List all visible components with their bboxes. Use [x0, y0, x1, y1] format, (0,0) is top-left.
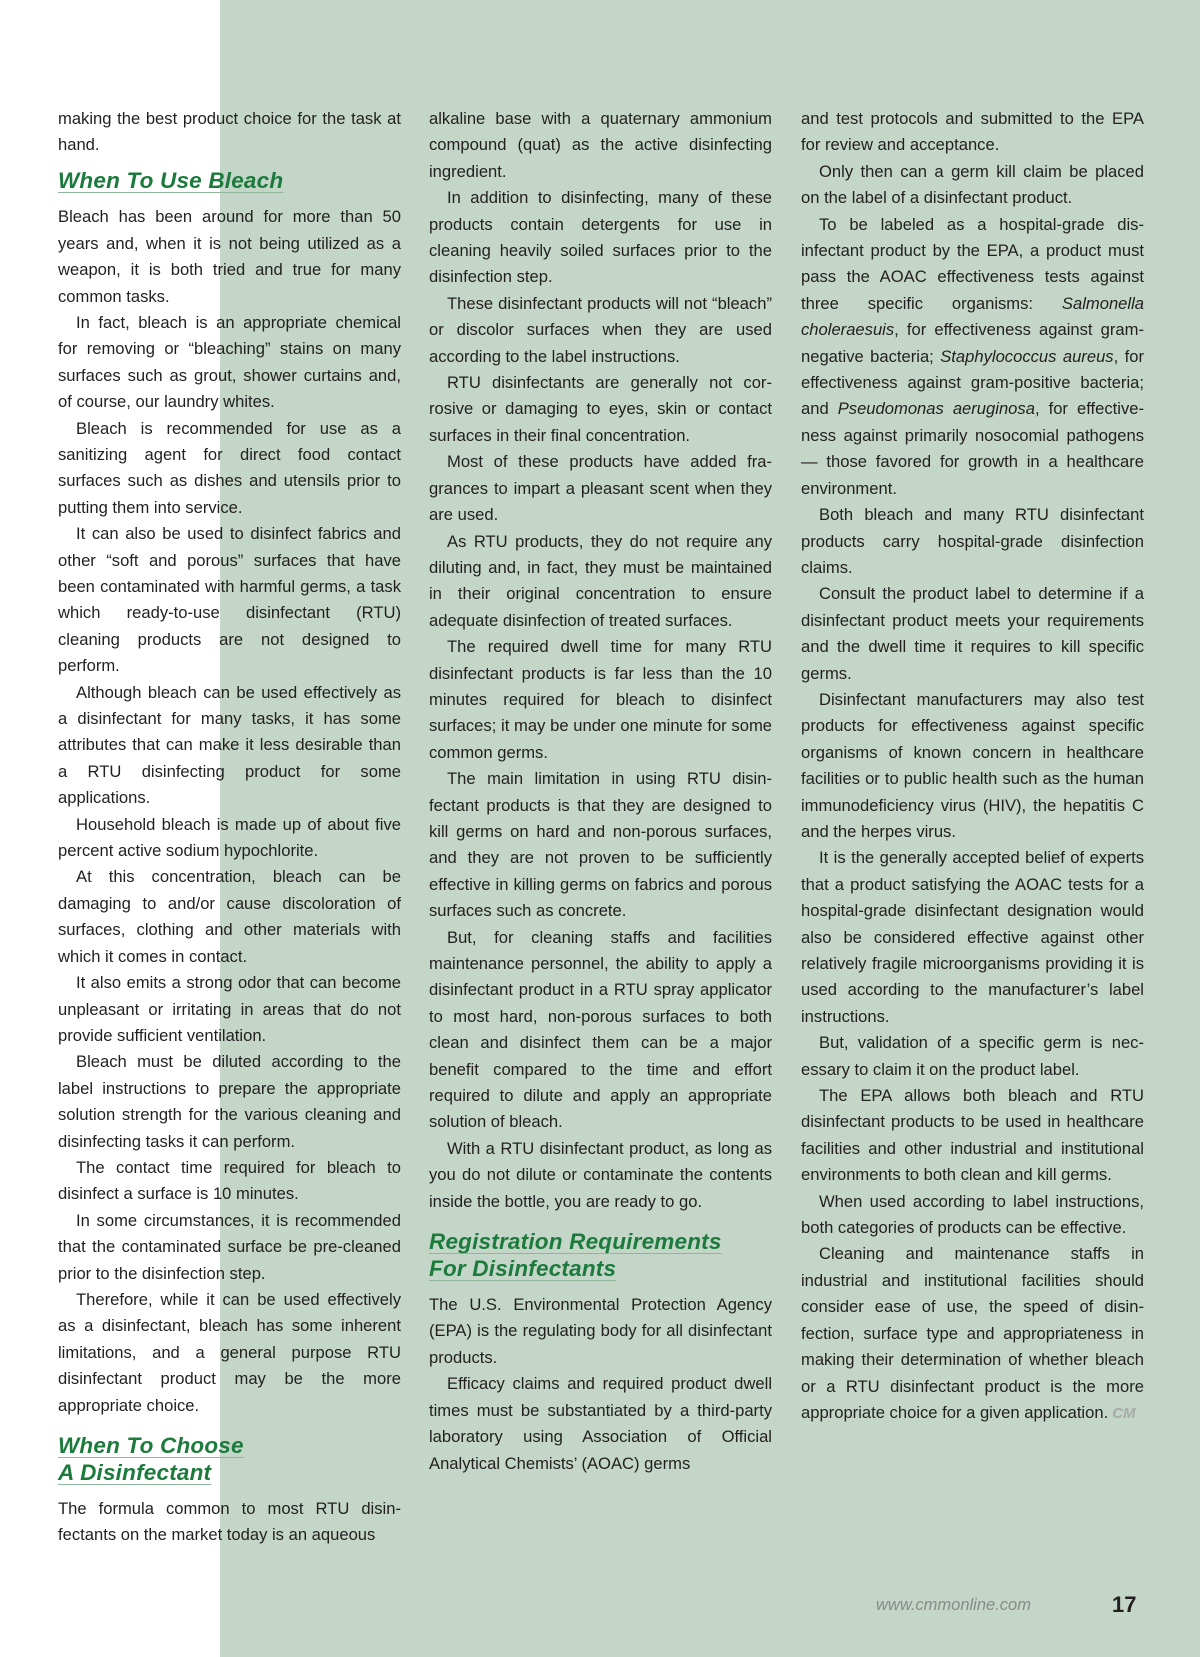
text-run: , for effectiveness against gram-positive bacteria; and — [801, 346, 1144, 419]
organism-name: Pseudomonas aeruginosa — [837, 399, 1035, 419]
section-heading-when-to-use-bleach: When To Use Bleach — [58, 167, 284, 193]
paragraph: Disinfectant manufacturers may also test products for effectiveness against specific organisms of known concern in healthcare facilities or to public health such as the human immunodeficiency virus (HIV), the hepatitis C and the herpes virus. — [801, 689, 1144, 841]
paragraph: Efficacy claims and required product dwell times must be substantiated by a third-party laboratory using Association of Official Analytical Chemists’ (AOAC) germs — [429, 1374, 772, 1473]
article-column-3 — [801, 106, 1144, 1427]
paragraph: Although bleach can be used effectively as a disinfectant for many tasks, it has some attributes that can make it less desirable than a RTU disinfecting product for some applications. — [58, 682, 401, 808]
paragraph: It can also be used to disinfect fabrics and other “soft and porous” surfaces that have been contaminated with harmful germs, a task which ready-to-use disinfectant (RTU) cleaning products are not designed to perform. — [58, 524, 401, 676]
paragraph: Therefore, while it can be used effectively as a disinfectant, bleach has some inherent limitations, and a general purpose RTU disinfectant product may be the more appropriate choice. — [58, 1289, 401, 1415]
paragraph: Most of these products have added fragrances to impart a pleasant scent when they are used. — [429, 452, 772, 525]
paragraph-test-organisms — [801, 212, 1144, 502]
paragraph: In fact, bleach is an appropriate chemical for removing or “bleaching” stains on many surfaces such as grout, shower curtains and, of course, our laundry whites. — [58, 312, 401, 412]
paragraph: But, for cleaning staffs and facilities maintenance personnel, the ability to apply a disinfectant product in a RTU spray applicator to most hard, non-porous surfaces to both clean and disinfect them can be a major benefit compared to the time and effort required to dilute and apply an appropriate solution of bleach. — [429, 927, 772, 1132]
paragraph: With a RTU disinfectant product, as long as you do not dilute or contaminate the contents inside the bottle, you are ready to go. — [429, 1138, 772, 1211]
paragraph: Bleach must be diluted according to the label instructions to prepare the appropriate solution strength for the various cleaning and disinfecting tasks it can perform. — [58, 1052, 401, 1151]
paragraph: Only then can a germ kill claim be placed on the label of a disinfectant product. — [801, 161, 1144, 208]
page-number: 17 — [1112, 1592, 1137, 1617]
heading-line: For Disinfectants — [429, 1255, 617, 1281]
text-run: , for effectiveness against primarily nosocomial pathogens — those favored for growth in a healthcare environment. — [801, 399, 1145, 498]
heading-line: A Disinfectant — [58, 1459, 212, 1485]
paragraph: These disinfectant products will not “bleach” or discolor surfaces when they are used according to the label instructions. — [429, 293, 772, 366]
paragraph: At this concentration, bleach can be damaging to and/or cause discoloration of surfaces, clothing and other materials with which it comes in contact. — [58, 867, 401, 966]
paragraph: Household bleach is made up of about five percent active sodium hypochlorite. — [58, 814, 401, 861]
paragraph: In addition to disinfecting, many of these products contain detergents for use in cleaning heavily soiled surfaces prior to the disinfection step. — [429, 188, 772, 287]
paragraph-final — [801, 1241, 1144, 1427]
paragraph: The EPA allows both bleach and RTU disinfectant products to be used in healthcare facilities and other industrial and institutional environments to both clean and kill germs. — [801, 1086, 1144, 1185]
paragraph: As RTU products, they do not require any diluting and, in fact, they must be maintained in their original concentration to ensure adequate disinfection of treated surfaces. — [429, 531, 772, 630]
paragraph: alkaline base with a quaternary ammonium compound (quat) as the active disinfecting ingredient. — [429, 109, 772, 181]
paragraph: Bleach is recommended for use as a sanitizing agent for direct food contact surfaces such as dishes and utensils prior to putting them into service. — [58, 418, 401, 517]
paragraph: Consult the product label to determine if a disinfectant product meets your requirements and the dwell time it requires to kill specific germs. — [801, 584, 1144, 683]
section-heading-registration-requirements — [429, 1229, 772, 1282]
heading-line: When To Choose — [58, 1433, 244, 1458]
paragraph: The main limitation in using RTU disinfectant products is that they are designed to kill germs on hard and non-porous surfaces, and they are not proven to be sufficiently effective in killing germs on fabrics and porous surfaces such as concrete. — [429, 769, 772, 921]
paragraph: The required dwell time for many RTU disinfectant products is far less than the 10 minutes required for bleach to disinfect surfaces; it may be under one minute for some common germs. — [429, 637, 772, 762]
end-of-article-mark: CM — [1112, 1404, 1136, 1422]
section-heading-when-to-choose-a-disinfectant — [58, 1433, 401, 1486]
text-run: To be labeled as a hospital-grade disinfectant product by the EPA, a product must pass the AOAC effectiveness tests against three specific organisms: — [801, 214, 1144, 313]
paragraph: It is the generally accepted belief of experts that a product satisfying the AOAC tests for a hospital-grade disinfectant designation would also be considered effective against other relatively fragile microorganisms providing it is used according to the manufacturer’s label instructions. — [801, 848, 1144, 1026]
paragraph: making the best product choice for the task at hand. — [58, 109, 401, 155]
organism-name: Salmonella choleraesuis — [801, 293, 1144, 340]
article-column-1 — [58, 106, 401, 1549]
paragraph: It also emits a strong odor that can become unpleasant or irritating in areas that do not provide sufficient ventilation. — [58, 973, 401, 1045]
text-run: , for effectiveness against gram-negative bacteria; — [801, 320, 1144, 366]
paragraph: Both bleach and many RTU disinfectant products carry hospital-grade disinfection claims. — [801, 505, 1144, 577]
text-run: Cleaning and maintenance staffs in industrial and institutional facilities should consider ease of use, the speed of disinfection, surface type and appropriateness in making their determination of whether bleach or a RTU disinfectant product is the more appropriate choice for a given application. — [801, 1244, 1144, 1422]
paragraph: In some circumstances, it is recommended that the contaminated surface be pre-cleaned prior to the disinfection step. — [58, 1210, 401, 1283]
article-column-2 — [429, 106, 772, 1477]
footer-website-url: www.cmmonline.com — [876, 1596, 1031, 1614]
paragraph: RTU disinfectants are generally not corrosive or damaging to eyes, skin or contact surfaces in their final concentration. — [429, 373, 772, 445]
paragraph: The U.S. Environmental Protection Agency (EPA) is the regulating body for all disinfectant products. — [429, 1295, 772, 1367]
paragraph: The formula common to most RTU disinfectants on the market today is an aqueous — [58, 1499, 401, 1545]
paragraph: The contact time required for bleach to disinfect a surface is 10 minutes. — [58, 1157, 401, 1204]
heading-line: Registration Requirements — [429, 1229, 722, 1255]
paragraph: Bleach has been around for more than 50 years and, when it is not being utilized as a weapon, it is both tried and true for many common tasks. — [58, 207, 401, 306]
paragraph: But, validation of a specific germ is necessary to claim it on the product label. — [801, 1033, 1144, 1079]
paragraph: When used according to label instructions, both categories of products can be effective. — [801, 1191, 1144, 1238]
paragraph: and test protocols and submitted to the EPA for review and acceptance. — [801, 109, 1144, 155]
organism-name: Staphylococcus aureus — [940, 346, 1114, 366]
